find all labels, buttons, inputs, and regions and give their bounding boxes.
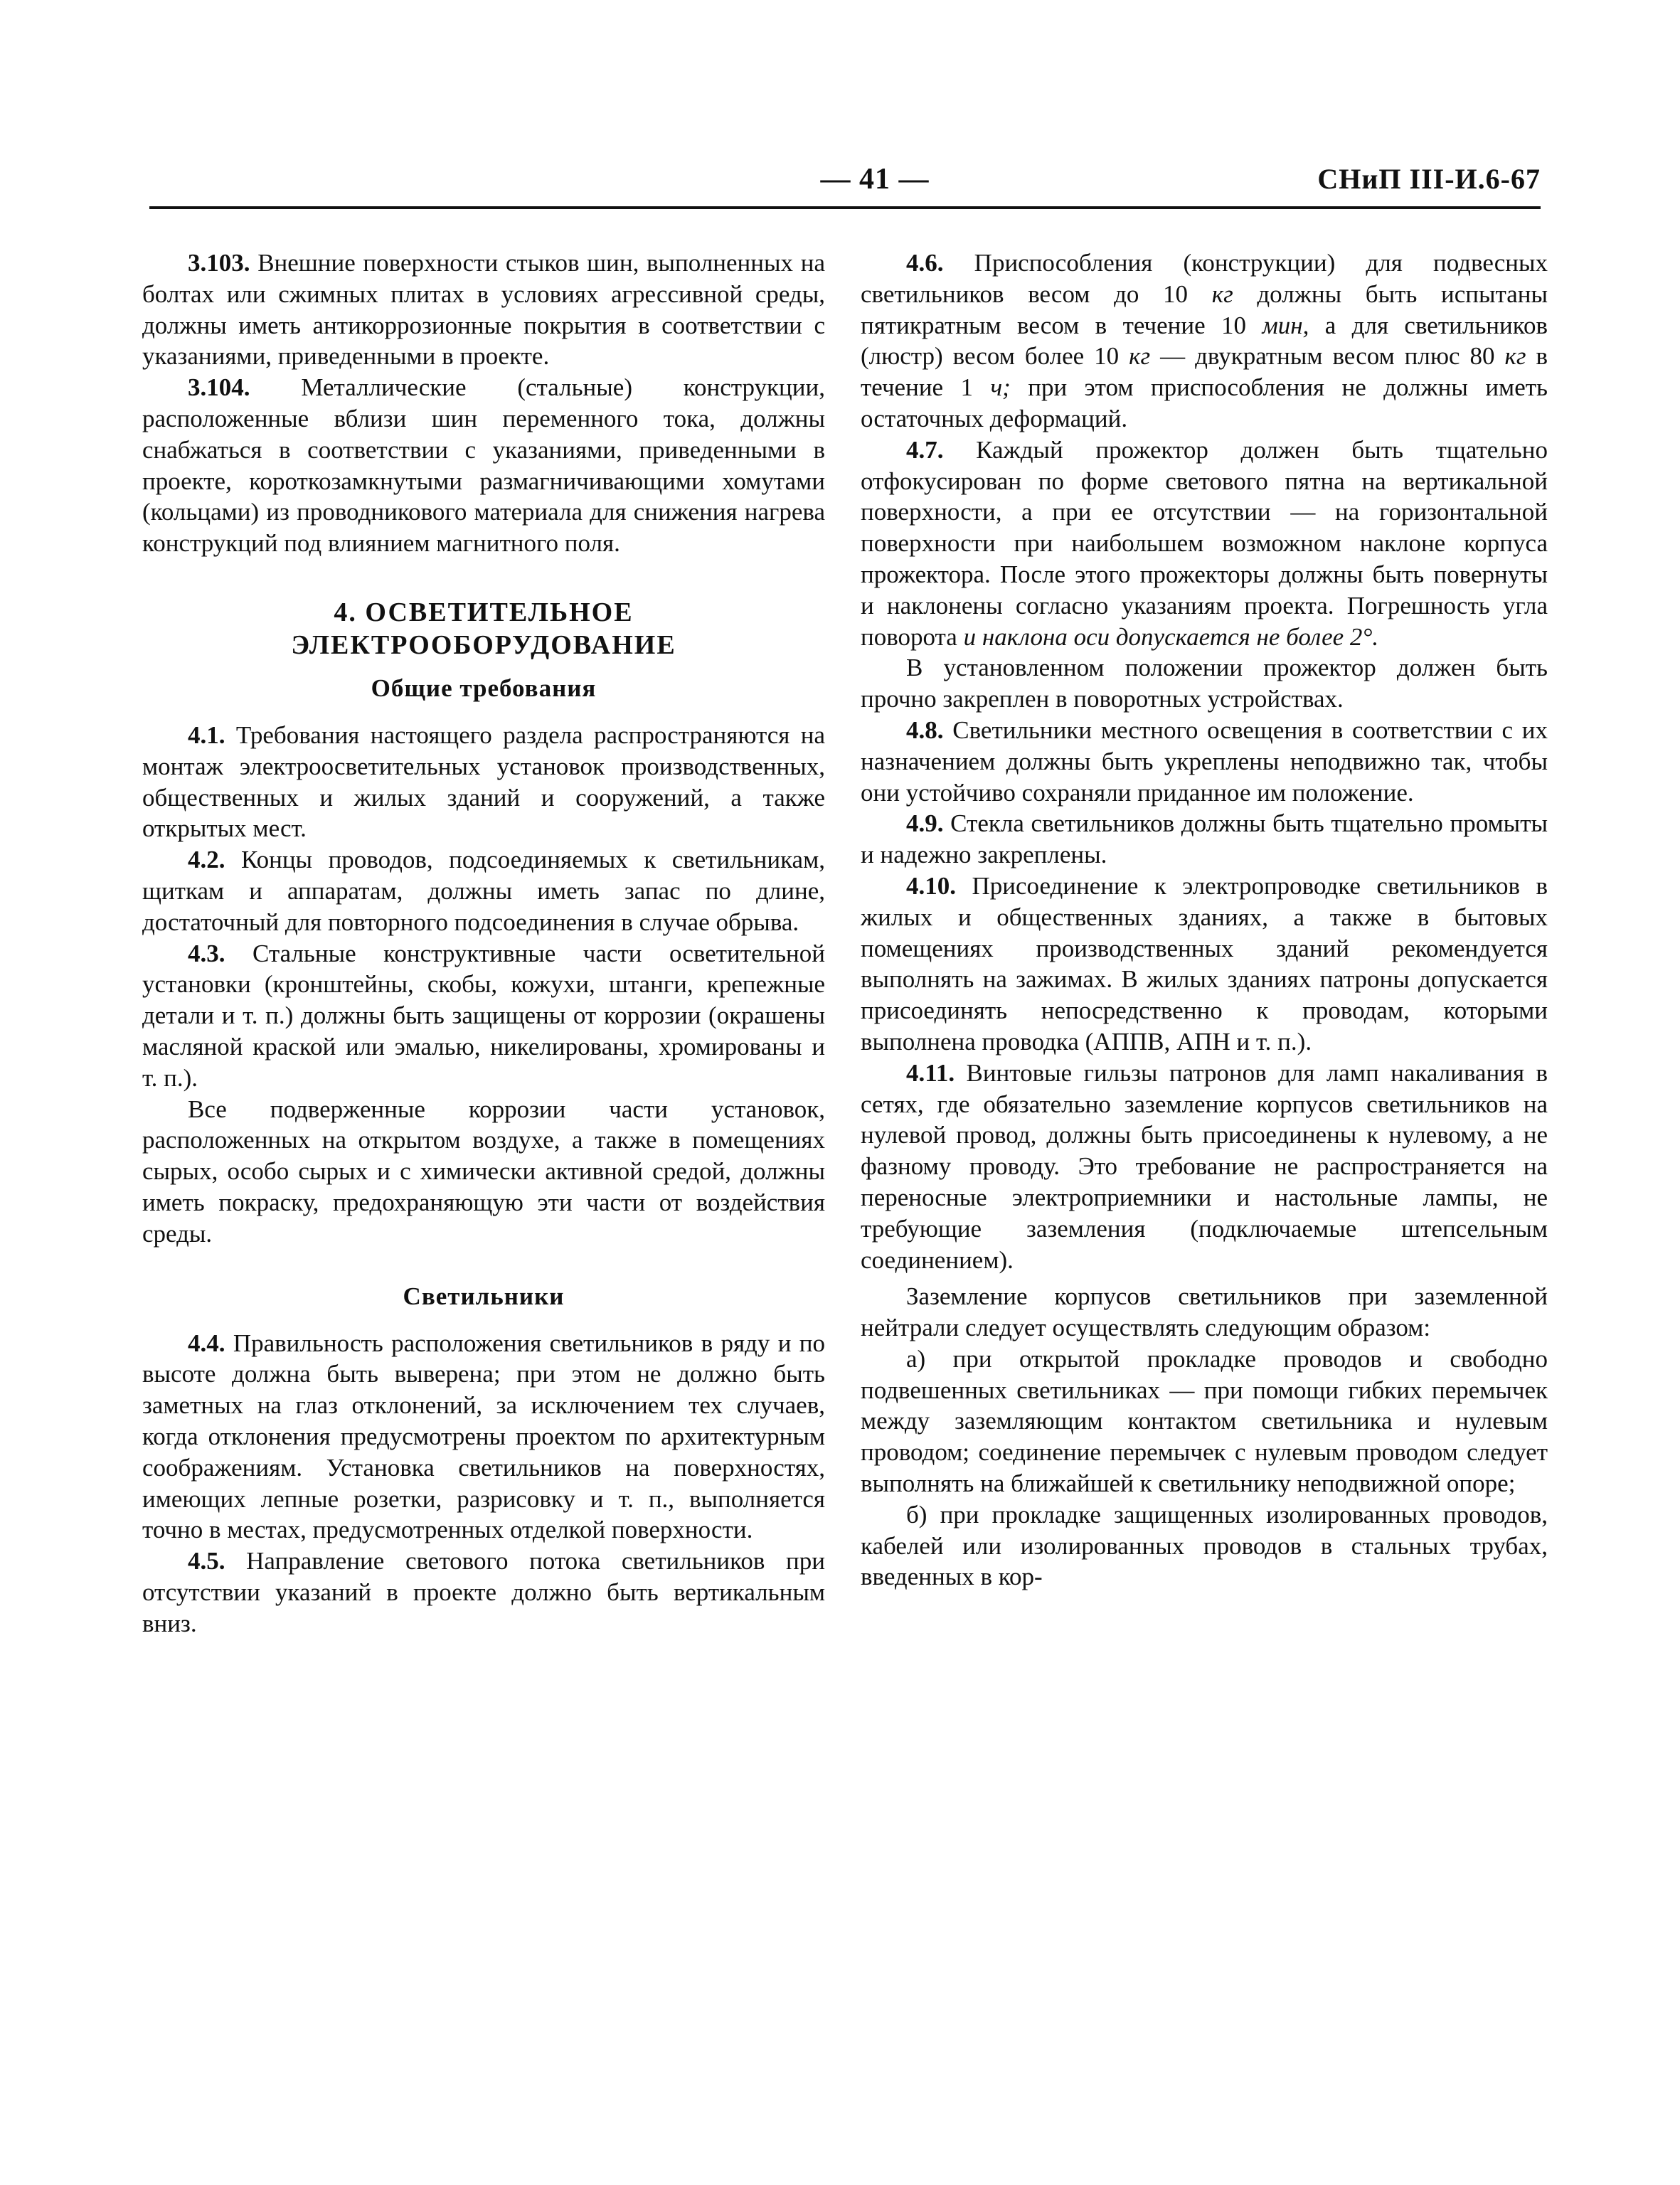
clause-text: Каждый прожектор должен быть тщательно отфокусирован по форме светового пятна на вертикальной поверхности, а при ее отсутствии — на горизонтальной поверхности при наибольшем возможном наклоне корпуса прожектора. После этого прожекторы должны быть повернуты и наклонены согласно указаниям проекта. Погрешность угла поворота [861,435,1548,651]
clause-number: 4.4. [188,1329,225,1357]
document-code: СНиП III-И.6-67 [1317,163,1541,195]
list-item-a: а) при открытой прокладке проводов и свободно подвешенных светильниках — при помощи гибких перемычек между заземляющим контактом светильника и нулевым проводом; соединение перемычек с нулевым проводом следует выполнять на ближайшей к светильнику неподвижной опоре; [861,1344,1548,1498]
clause-text: Направление светового потока светильников при отсутствии указаний в проекте должно быть вертикальным вниз. [142,1547,825,1637]
clause-4-7 [861,435,1548,653]
subsection-title-lamps: Светильники [403,1282,565,1310]
clause-text-part: — двукратным весом плюс 80 [1150,342,1505,371]
clause-4-4 [142,1328,825,1546]
clause-4-8 [861,715,1548,808]
right-column [861,248,1548,1593]
clause-text: Внешние поверхности стыков шин, выполненных на болтах или сжимных плитах в условиях агрессивной среды, должны иметь антикоррозионные покрытия в соответствии с указаниями, приведенными в проекте. [142,249,825,371]
clause-number: 4.6. [906,249,944,277]
clause-number: 3.104. [188,373,250,402]
clause-text: Светильники местного освещения в соответствии с их назначением должны быть укреплены неподвижно так, чтобы они устойчиво сохраняли приданное им положение. [861,716,1548,807]
clause-4-7-continued: В установленном положении прожектор должен быть прочно закреплен в поворотных устройствах. [861,654,1548,713]
unit-text: кг [1211,280,1233,308]
clause-4-5 [142,1546,825,1639]
clause-number: 4.7. [906,435,944,464]
clause-text: Стекла светильников должны быть тщательно промыты и надежно закреплены. [861,809,1548,869]
left-column [142,248,825,1639]
unit-text: кг [1504,342,1526,371]
clause-text: Правильность расположения светильников в ряду и по высоте должна быть выверена; при этом не должно быть заметных на глаз отклонений, за исключением тех случаев, когда отклонения предусмотрены проектом по архитектурным соображениям. Установка светильников на поверхностях, имеющих лепные розетки, разрисовку и т. п., выполняется точно в местах, предусмотренных отделкой поверхности. [142,1329,825,1544]
clause-4-1 [142,720,825,844]
clause-text: Требования настоящего раздела распространяются на монтаж электроосветительных установок производственных, общественных и жилых зданий и сооружений, а также открытых мест. [142,721,825,843]
clause-4-11-continued: Заземление корпусов светильников при заземленной нейтрали следует осуществлять следующим образом: [861,1282,1548,1342]
page-header [149,162,1541,208]
clause-number: 4.5. [188,1547,225,1575]
section-title-line1: 4. ОСВЕТИТЕЛЬНОЕ [334,597,634,627]
clause-number: 4.2. [188,846,225,874]
unit-text: мин, [1262,311,1309,339]
clause-text-part: должны быть испытаны пятикратным весом в течение 10 [861,280,1548,339]
clause-3-103 [142,248,825,372]
clause-text: Концы проводов, подсоединяемых к светильникам, щиткам и аппаратам, должны иметь запас по длине, достаточный для повторного подсоединения в случае обрыва. [142,846,825,936]
unit-text: кг [1129,342,1151,371]
clause-text: Металлические (стальные) конструкции, расположенные вблизи шин переменного тока, должны снабжаться в соответствии с указаниями, приведенными в проекте, короткозамкнутыми размагничивающими хомутами (кольцами) из проводникового материала для снижения нагрева конструкций под влиянием магнитного поля. [142,373,825,558]
clause-4-2 [142,844,825,937]
clause-4-9 [861,808,1548,871]
header-rule [149,206,1541,209]
section-title-line2: ЭЛЕКТРООБОРУДОВАНИЕ [291,629,676,660]
clause-3-104 [142,372,825,559]
clause-text: Винтовые гильзы патронов для ламп накаливания в сетях, где обязательно заземление корпусов светильников на нулевой провод, должны быть присоединены к нулевому, а не фазному проводу. Это требование не распространяется на переносные электроприемники и настольные лампы, не требующие заземления (подключаемые штепсельным соединением). [861,1058,1548,1274]
clause-text-part: а для светильников (люстр) весом более 10 [861,311,1548,371]
clause-4-11 [861,1058,1548,1276]
clause-text-italic: и наклона оси допускается не более 2°. [963,622,1379,651]
clause-number: 4.8. [906,716,944,744]
page-number: — 41 — [820,163,930,196]
clause-4-10 [861,871,1548,1058]
clause-4-6 [861,248,1548,435]
clause-number: 4.3. [188,939,225,967]
clause-text: Присоединение к электропроводке светильников в жилых и общественных зданиях, а также в бытовых помещениях производственных зданий рекомендуется выполнять на зажимах. В жилых зданиях патроны допускается присоединять непосредственно к проводам, которыми выполнена проводка (АППВ, АПН и т. п.). [861,871,1548,1056]
clause-number: 4.10. [906,871,956,900]
unit-text: ч; [990,373,1011,402]
clause-4-3-continued: Все подверженные коррозии части установок, расположенных на открытом воздухе, а также в помещениях сырых, особо сырых и с химически активной средой, должны иметь покраску, предохраняющую эти части от воздействия среды. [142,1095,825,1248]
clause-text-part: Приспособления (конструкции) для подвесных светильников весом до 10 [861,249,1548,308]
list-item-b: б) при прокладке защищенных изолированных проводов, кабелей или изолированных проводов в стальных трубах, введенных в кор- [861,1500,1548,1591]
clause-number: 4.1. [188,721,225,749]
clause-number: 3.103. [188,249,250,277]
clause-text-part: в течение 1 [861,342,1548,402]
clause-4-3 [142,938,825,1094]
clause-number: 4.9. [906,809,944,838]
clause-text: Стальные конструктивные части осветительной установки (кронштейны, скобы, кожухи, штанги, крепежные детали и т. п.) должны быть защищены от коррозии (окрашены масляной краской или эмалью, никелированы, хромированы и т. п.). [142,939,825,1092]
clause-text-part: при этом приспособления не должны иметь остаточных деформаций. [861,373,1548,432]
clause-number: 4.11. [906,1058,955,1087]
subsection-title-general: Общие требования [371,674,597,702]
